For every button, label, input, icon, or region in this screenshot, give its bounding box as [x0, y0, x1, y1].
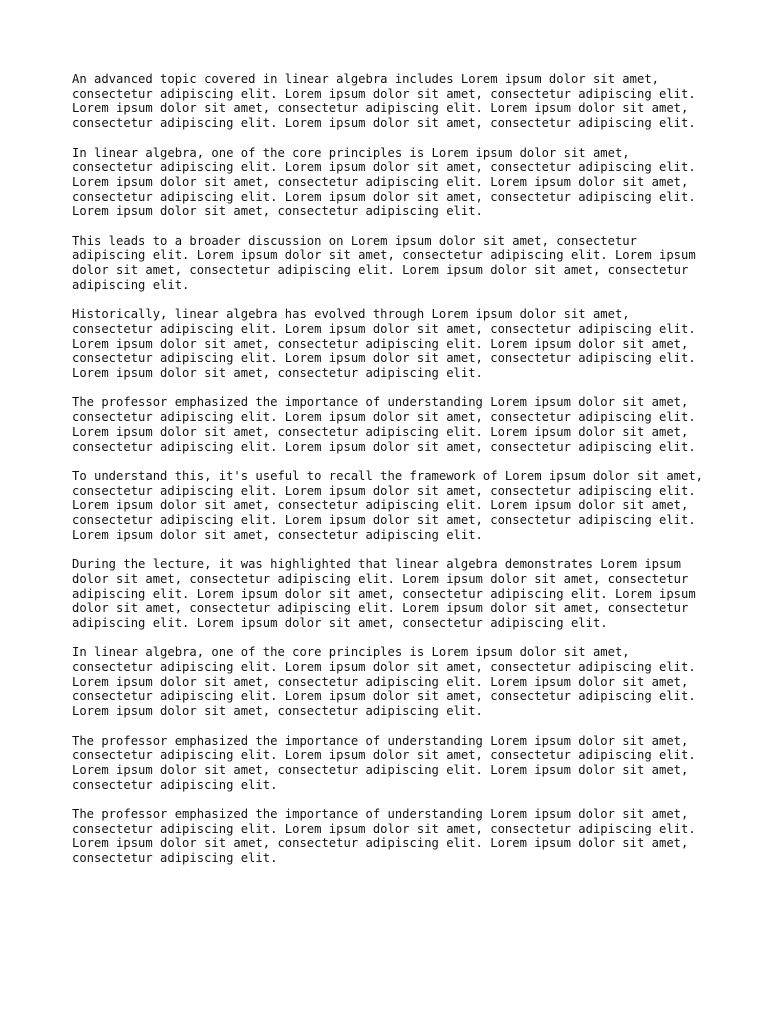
paragraph-2: In linear algebra, one of the core principles is Lorem ipsum dolor sit amet, consectetur adipiscing elit. Lorem ipsum dolor sit amet, consectetur adipiscing elit. Lorem ipsum dolor sit amet, consectetur adipiscing elit. Lorem ipsum dolor sit amet, consectetur adipiscing elit. Lorem ipsum dolor sit amet, consectetur adipiscing elit. Lorem ipsum dolor sit amet, consectetur adipiscing elit. [72, 145, 696, 219]
paragraph-9: The professor emphasized the importance of understanding Lorem ipsum dolor sit amet, consectetur adipiscing elit. Lorem ipsum dolor sit amet, consectetur adipiscing elit. Lorem ipsum dolor sit amet, consectetur adipiscing elit. Lorem ipsum dolor sit amet, consectetur adipiscing elit. [72, 733, 696, 792]
paragraph-4: Historically, linear algebra has evolved through Lorem ipsum dolor sit amet, consectetur adipiscing elit. Lorem ipsum dolor sit amet, consectetur adipiscing elit. Lorem ipsum dolor sit amet, consectetur adipiscing elit. Lorem ipsum dolor sit amet, consectetur adipiscing elit. Lorem ipsum dolor sit amet, consectetur adipiscing elit. Lorem ipsum dolor sit amet, consectetur adipiscing elit. [72, 307, 696, 381]
paragraph-10: The professor emphasized the importance of understanding Lorem ipsum dolor sit amet, consectetur adipiscing elit. Lorem ipsum dolor sit amet, consectetur adipiscing elit. Lorem ipsum dolor sit amet, consectetur adipiscing elit. Lorem ipsum dolor sit amet, consectetur adipiscing elit. [72, 807, 696, 866]
paragraph-7: During the lecture, it was highlighted that linear algebra demonstrates Lorem ipsum dolor sit amet, consectetur adipiscing elit. Lorem ipsum dolor sit amet, consectetur adipiscing elit. Lorem ipsum dolor sit amet, consectetur adipiscing elit. Lorem ipsum dolor sit amet, consectetur adipiscing elit. Lorem ipsum dolor sit amet, consectetur adipiscing elit. Lorem ipsum dolor sit amet, consectetur adipiscing elit. [72, 557, 696, 630]
document-page [72, 72, 704, 881]
paragraph-3: This leads to a broader discussion on Lorem ipsum dolor sit amet, consectetur adipiscing elit. Lorem ipsum dolor sit amet, consectetur adipiscing elit. Lorem ipsum dolor sit amet, consectetur adipiscing elit. Lorem ipsum dolor sit amet, consectetur adipiscing elit. [72, 233, 696, 292]
paragraph-8: In linear algebra, one of the core principles is Lorem ipsum dolor sit amet, consectetur adipiscing elit. Lorem ipsum dolor sit amet, consectetur adipiscing elit. Lorem ipsum dolor sit amet, consectetur adipiscing elit. Lorem ipsum dolor sit amet, consectetur adipiscing elit. Lorem ipsum dolor sit amet, consectetur adipiscing elit. Lorem ipsum dolor sit amet, consectetur adipiscing elit. [72, 645, 696, 719]
paragraph-6: To understand this, it's useful to recall the framework of Lorem ipsum dolor sit amet, consectetur adipiscing elit. Lorem ipsum dolor sit amet, consectetur adipiscing elit. Lorem ipsum dolor sit amet, consectetur adipiscing elit. Lorem ipsum dolor sit amet, consectetur adipiscing elit. Lorem ipsum dolor sit amet, consectetur adipiscing elit. Lorem ipsum dolor sit amet, consectetur adipiscing elit. [72, 468, 704, 542]
paragraph-1: An advanced topic covered in linear algebra includes Lorem ipsum dolor sit amet, consectetur adipiscing elit. Lorem ipsum dolor sit amet, consectetur adipiscing elit. Lorem ipsum dolor sit amet, consectetur adipiscing elit. Lorem ipsum dolor sit amet, consectetur adipiscing elit. Lorem ipsum dolor sit amet, consectetur adipiscing elit. [72, 72, 696, 131]
paragraph-5: The professor emphasized the importance of understanding Lorem ipsum dolor sit amet, consectetur adipiscing elit. Lorem ipsum dolor sit amet, consectetur adipiscing elit. Lorem ipsum dolor sit amet, consectetur adipiscing elit. Lorem ipsum dolor sit amet, consectetur adipiscing elit. Lorem ipsum dolor sit amet, consectetur adipiscing elit. [72, 395, 696, 454]
